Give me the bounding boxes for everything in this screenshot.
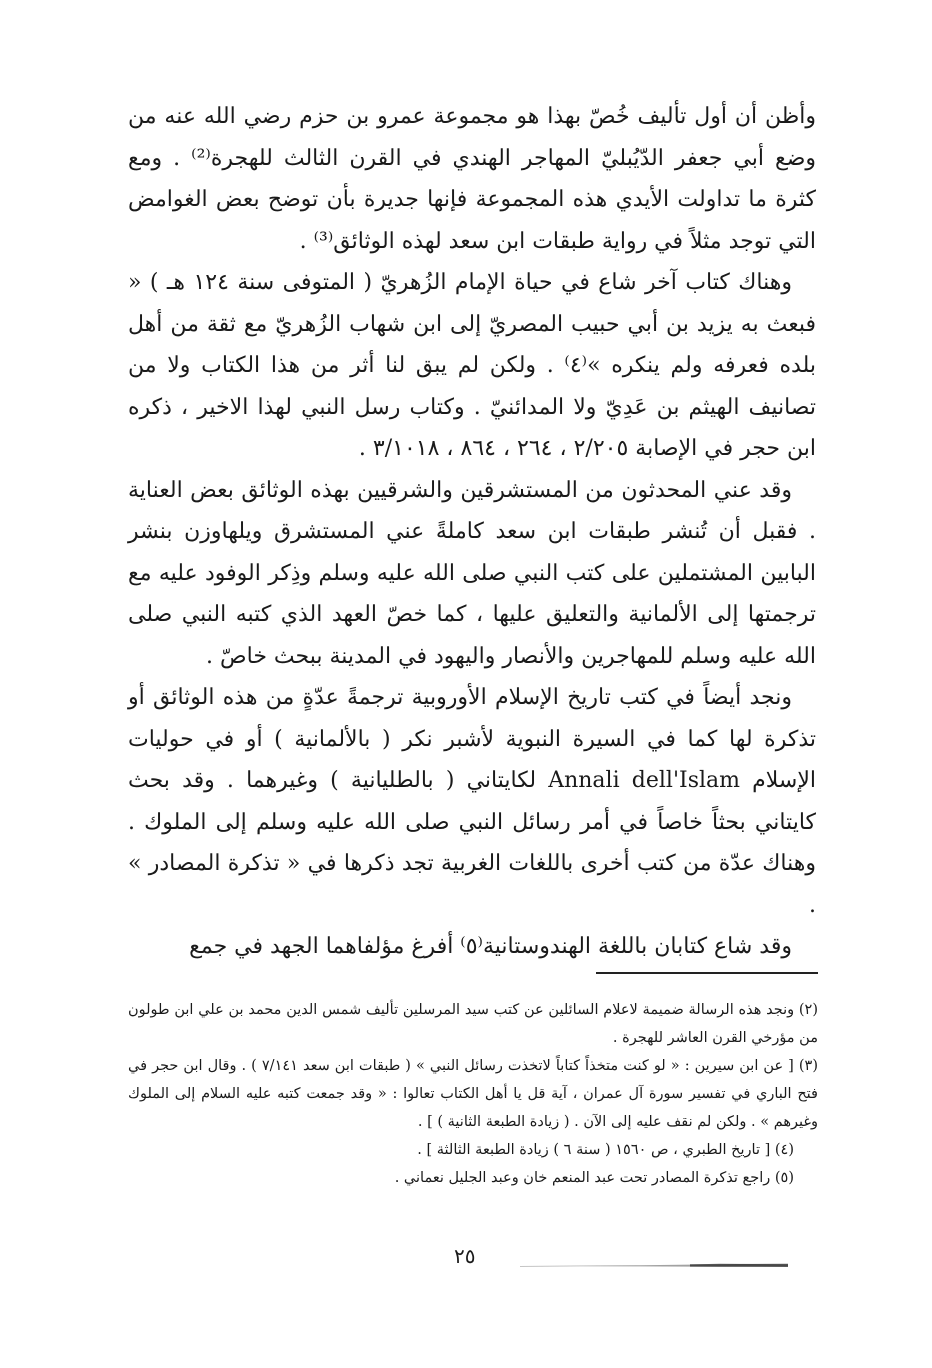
paragraph-3: وقد عني المحدثون من المستشرقين والشرقيين بهذه الوثائق بعض العناية . فقبل أن تُنشر طبقات ابن سعد كاملةً عني المستشرق ويلهاوزن بنشر البابين المشتملين على كتب النبي صلى الله عليه وسلم وذِكر الوفود عليه مع ترجمتها إلى الألمانية والتعليق عليها ، كما خصّ العهد الذي كتبه النبي صلى الله عليه وسلم للمهاجرين والأنصار واليهود في المدينة ببحث خاصّ . — [128, 477, 816, 669]
footnote-5: (٥) راجع تذكرة المصادر تحت عبد المنعم خان وعبد الجليل نعماني . — [394, 1170, 794, 1186]
scan-smudge — [520, 1262, 788, 1268]
main-text — [128, 96, 816, 968]
paragraph-5: وقد شاع كتابان باللغة الهندوستانية⁽٥⁾ أفرغ مؤلفاهما الجهد في جمع — [189, 934, 792, 959]
paragraph-1: وأظن أن أول تأليف خُصّ بهذا هو مجموعة عمرو بن حزم رضي الله عنه من وضع أبي جعفر الدّيُبليّ المهاجر الهندي في القرن الثالث للهجرة⁽²⁾ . ومع كثرة ما تداولت الأيدي هذه المجموعة فإنها جديرة بأن توضح بعض الغوامض التي توجد مثلاً في رواية طبقات ابن سعد لهذه الوثائق⁽³⁾ . — [128, 104, 816, 254]
footnote-3: (٣) [ عن ابن سيرين : « لو كنت متخذاً كتاباً لاتخذت رسائل النبي » ( طبقات ابن سعد ٧/١٤١ ) . وقال ابن حجر في فتح الباري في تفسير سورة آل عمران ، آية قل يا أهل الكتاب تعالوا : « وقد جمعت كتبه عليه السلام إلى الملوك وغيرهم » . ولكن لم نقف عليه إلى الآن . ( زيادة الطبعة الثانية ) ] . — [128, 1058, 818, 1130]
footnote-divider — [596, 972, 818, 974]
paragraph-4: ونجد أيضاً في كتب تاريخ الإسلام الأوروبية ترجمةً عدّةٍ من هذه الوثائق أو تذكرة لها كما في السيرة النبوية لأشبر نكر ( بالألمانية ) أو في حوليات الإسلام Annali dell'Islam لكايتاني ( بالطليانية ) وغيرهما . وقد بحث كايتاني بحثاً خاصاً في أمر رسائل النبي صلى الله عليه وسلم إلى الملوك . وهناك عدّة من كتب أخرى باللغات الغربية تجد ذكرها في « تذكرة المصادر » . — [128, 685, 816, 918]
footnote-4: (٤) [ تاريخ الطبري ، ص ١٥٦٠ ( سنة ٦ ) زيادة الطبعة الثالثة ] . — [417, 1142, 794, 1158]
footnotes — [128, 996, 818, 1192]
paragraph-2: وهناك كتاب آخر شاع في حياة الإمام الزُهريّ ( المتوفى سنة ١٢٤ هـ ) « فبعث به يزيد بن أبي حبيب المصريّ إلى ابن شهاب الزُهريّ مع ثقة من أهل بلده فعرفه ولم ينكره »⁽٤⁾ . ولكن لم يبق لنا أثر من هذا الكتاب ولا من تصانيف الهيثم بن عَدِيّ ولا المدائنيّ . وكتاب رسل النبي لهذا الاخير ، ذكره ابن حجر في الإصابة ٢/٢٠٥ ، ٢٦٤ ، ٨٦٤ ، ٣/١٠١٨ . — [128, 270, 816, 461]
footnote-2: (٢) ونجد هذه الرسالة ضميمة لاعلام السائلين عن كتب سيد المرسلين تأليف شمس الدين محمد بن علي ابن طولون من مؤرخي القرن العاشر للهجرة . — [128, 1002, 818, 1046]
page-number: ٢٥ — [454, 1244, 476, 1268]
